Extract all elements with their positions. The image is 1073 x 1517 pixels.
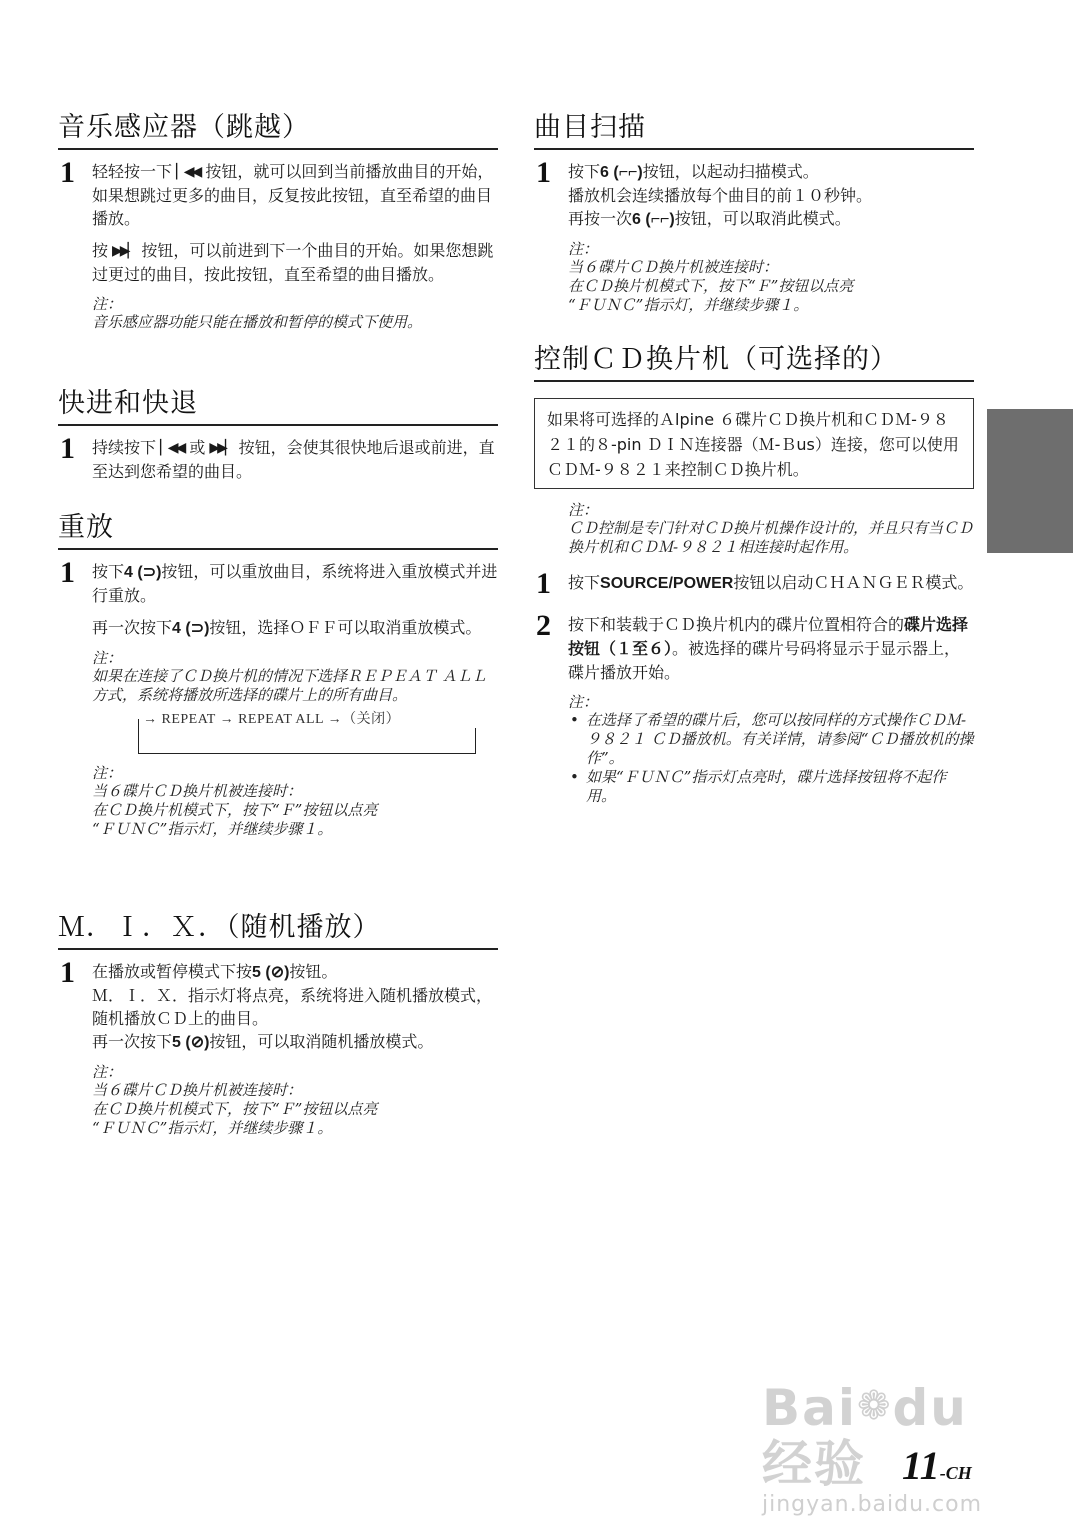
skip-forward-icon: ▶▶▏ <box>209 440 233 456</box>
scan-key-label: 6 (⌐⌐) <box>632 211 675 228</box>
note-bullet: • 如果“ＦＵＮＣ”指示灯点亮时，碟片选择按钮将不起作用。 <box>568 768 974 806</box>
section-title: 曲目扫描 <box>534 110 974 150</box>
mix-key-label: 5 (⊘) <box>172 1034 210 1051</box>
section-title: Ｍ．Ｉ．Ｘ．（随机播放） <box>58 910 498 950</box>
note-label: 注： <box>92 764 123 782</box>
step-number: 1 <box>60 556 75 589</box>
mix-key-label: 5 (⊘) <box>252 964 290 981</box>
section-fast-forward-rewind <box>58 386 498 492</box>
step-paragraph: 再按一次6 (⌐⌐)按钮，可以取消此模式。 <box>568 209 851 228</box>
scan-key-label: 6 (⌐⌐) <box>600 164 643 181</box>
baidu-jingyan-watermark <box>762 1378 1012 1517</box>
step-paragraph: 再一次按下5 (⊘)按钮，可以取消随机播放模式。 <box>92 1032 434 1051</box>
note-bullet: • 在选择了希望的碟片后，您可以按同样的方式操作ＣＤＭ-９８２１ ＣＤ播放机。有关详情，请参阅“ＣＤ播放机的操作”。 <box>568 711 974 768</box>
step-paragraph: 持续按下 ▏◀◀ 或 ▶▶▏ 按钮，会使其很快地后退或前进，直至达到您希望的曲目。 <box>92 438 495 481</box>
baidu-logo: Bai❁du经验 <box>762 1379 968 1493</box>
section-music-sensor <box>58 110 498 340</box>
step-1 <box>534 567 974 600</box>
note-text: 当６碟片ＣＤ换片机被连接时： 在ＣＤ换片机模式下，按下“Ｆ”按钮以点亮 “ＦＵＮＣ”指示灯，并继续步骤１。 <box>92 782 378 838</box>
source-power-key-label: SOURCE/POWER <box>600 575 734 592</box>
step-1 <box>58 556 498 839</box>
step-1 <box>58 956 498 1138</box>
step-1 <box>58 156 498 332</box>
step-paragraph: 按下6 (⌐⌐)按钮，以起动扫描模式。 <box>568 162 819 181</box>
step-number: 1 <box>536 156 551 189</box>
section-title: 快进和快退 <box>58 386 498 426</box>
repeat-key-label: 4 (⊃) <box>124 564 162 581</box>
repeat-flow-diagram <box>138 712 476 754</box>
section-mix <box>58 910 498 1146</box>
step-paragraph: 按下和装载于ＣＤ换片机内的碟片位置相符合的碟片选择按钮（１至６）。被选择的碟片号码将显示于显示器上，碟片播放开始。 <box>568 615 969 682</box>
step-number: 1 <box>60 156 75 189</box>
section-repeat <box>58 510 498 847</box>
note-text: 当６碟片ＣＤ换片机被连接时： 在ＣＤ换片机模式下，按下“Ｆ”按钮以点亮 “ＦＵＮＣ”指示灯，并继续步骤１。 <box>92 1081 378 1137</box>
step-paragraph: 轻轻按一下 ▏◀◀ 按钮，就可以回到当前播放曲目的开始，如果想跳过更多的曲目，反复按此按钮，直至希望的曲目播放。 <box>92 162 494 228</box>
step-number: 1 <box>536 567 551 600</box>
note-label: 注： <box>92 295 123 313</box>
section-title: 重放 <box>58 510 498 550</box>
skip-back-icon: ▏◀◀ <box>176 164 200 180</box>
step-paragraph: 播放机会连续播放每个曲目的前１０秒钟。 <box>568 186 873 205</box>
paw-icon: ❁ <box>857 1383 893 1429</box>
step-paragraph: 再一次按下4 (⊃)按钮，选择ＯＦＦ可以取消重放模式。 <box>92 618 482 637</box>
skip-back-icon: ▏◀◀ <box>160 440 184 456</box>
skip-forward-icon: ▶▶▏ <box>112 243 136 259</box>
step-paragraph: 按下4 (⊃)按钮，可以重放曲目，系统将进入重放模式并进行重放。 <box>92 562 498 605</box>
step-2 <box>534 609 974 806</box>
note-label: 注： <box>92 649 123 667</box>
note-text: 当６碟片ＣＤ换片机被连接时： 在ＣＤ换片机模式下，按下“Ｆ”按钮以点亮 “ＦＵＮＣ”指示灯，并继续步骤１。 <box>568 258 854 314</box>
section-title: 音乐感应器（跳越） <box>58 110 498 150</box>
step-number: 1 <box>60 956 75 989</box>
step-1 <box>58 432 498 483</box>
repeat-flow-text: → REPEAT → REPEAT ALL →（关闭） <box>139 708 479 728</box>
note-label: 注： <box>568 693 599 711</box>
note-label: 注： <box>92 1063 123 1081</box>
note-text: 如果在连接了ＣＤ换片机的情况下选择ＲＥＰＥＡＴ ＡＬＬ方式，系统将播放所选择的碟片上的所有曲目。 <box>92 667 487 704</box>
disc-select-key-label: 碟片选择按钮（１至６） <box>568 617 969 658</box>
step-paragraph: 按 ▶▶▏ 按钮，可以前进到下一个曲目的开始。如果您想跳过更过的曲目，按此按钮，直至希望的曲目播放。 <box>92 241 494 284</box>
page-number: 11-CH <box>902 1443 972 1488</box>
watermark-url: jingyan.baidu.com <box>762 1492 983 1517</box>
section-cd-changer-control <box>534 342 974 806</box>
step-paragraph: Ｍ．Ｉ．Ｘ．指示灯将点亮，系统将进入随机播放模式，随机播放ＣＤ上的曲目。 <box>92 986 493 1028</box>
step-number: 2 <box>536 609 551 642</box>
step-paragraph: 在播放或暂停模式下按5 (⊘)按钮。 <box>92 962 338 981</box>
repeat-key-label: 4 (⊃) <box>172 620 210 637</box>
note-label: 注： <box>568 501 599 519</box>
info-box: 如果将可选择的Ａlpine ６碟片ＣＤ换片机和ＣＤＭ-９８２１的８-pin ＤＩＮ连接器（Ｍ-Ｂus）连接，您可以使用ＣＤＭ-９８２１来控制ＣＤ换片机。 <box>534 398 974 489</box>
note-text: ＣＤ控制是专门针对ＣＤ换片机操作设计的，并且只有当ＣＤ换片机和ＣＤＭ-９８２１相连接时起作用。 <box>568 519 974 556</box>
note-text: 音乐感应器功能只能在播放和暂停的模式下使用。 <box>92 313 423 331</box>
step-1 <box>534 156 974 315</box>
step-paragraph: 按下SOURCE/POWER按钮以启动ＣＨＡＮＧＥＲ模式。 <box>568 573 974 592</box>
section-title: 控制ＣＤ换片机（可选择的） <box>534 342 974 382</box>
note-label: 注： <box>568 240 599 258</box>
section-track-scan <box>534 110 974 323</box>
step-number: 1 <box>60 432 75 465</box>
note-list <box>568 711 974 806</box>
chapter-thumb-tab <box>987 409 1073 553</box>
